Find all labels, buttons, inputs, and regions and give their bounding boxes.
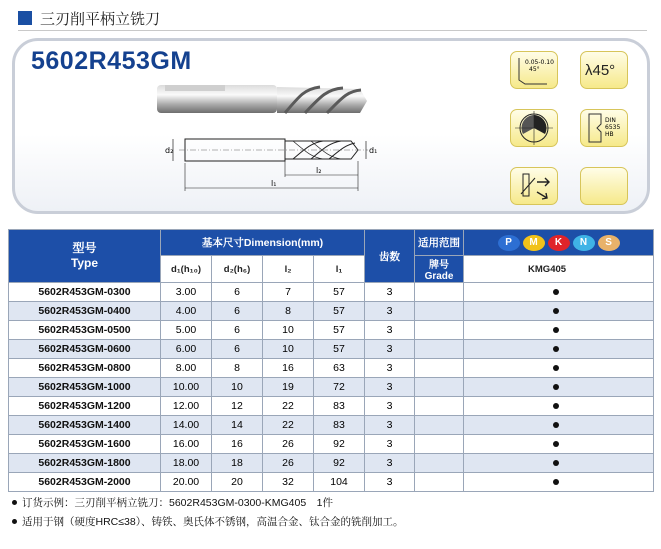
- section-heading: [18, 8, 160, 28]
- cell-application: [415, 397, 464, 416]
- cell-type: 5602R453GM-1400: [9, 416, 161, 435]
- cell-flutes: 3: [365, 359, 415, 378]
- cell-type: 5602R453GM-0300: [9, 283, 161, 302]
- cell-application: [415, 321, 464, 340]
- cell-grade-available: [464, 321, 654, 340]
- note-text: 订货示例：三刃削平柄立铣刀：5602R453GM-0300-KMG405 1件: [22, 497, 334, 509]
- cell-grade-available: [464, 454, 654, 473]
- table-row: [9, 283, 654, 302]
- product-code: 5602R453GM: [31, 47, 192, 75]
- available-dot-icon: [553, 384, 559, 390]
- cell-d1: 10.00: [161, 378, 212, 397]
- cell-flutes: 3: [365, 340, 415, 359]
- cell-d1: 18.00: [161, 454, 212, 473]
- cell-d2: 10: [212, 378, 263, 397]
- cell-flutes: 3: [365, 302, 415, 321]
- table-row: [9, 435, 654, 454]
- cell-grade-available: [464, 302, 654, 321]
- cell-l2: 19: [263, 378, 314, 397]
- cell-application: [415, 416, 464, 435]
- cell-application: [415, 473, 464, 492]
- cell-application: [415, 454, 464, 473]
- cell-d1: 14.00: [161, 416, 212, 435]
- flutes-section-icon: [510, 109, 558, 147]
- cell-d2: 6: [212, 340, 263, 359]
- heading-title: 三刃削平柄立铣刀: [40, 10, 161, 28]
- cell-grade-available: [464, 378, 654, 397]
- col-l2: l₂: [263, 256, 314, 283]
- cell-d1: 20.00: [161, 473, 212, 492]
- label-d2: d₂: [165, 146, 174, 155]
- cell-d2: 6: [212, 302, 263, 321]
- cell-flutes: 3: [365, 397, 415, 416]
- type-en: Type: [70, 256, 99, 270]
- table-row: [9, 340, 654, 359]
- material-badge-s: S: [598, 235, 620, 251]
- cutting-direction-icon: [510, 167, 558, 205]
- cell-type: 5602R453GM-0500: [9, 321, 161, 340]
- din-line1: DIN: [605, 117, 616, 124]
- cell-l2: 32: [263, 473, 314, 492]
- cell-grade-available: [464, 283, 654, 302]
- cell-application: [415, 435, 464, 454]
- available-dot-icon: [553, 289, 559, 295]
- cell-application: [415, 340, 464, 359]
- cell-l1: 83: [314, 397, 365, 416]
- cell-grade-available: [464, 397, 654, 416]
- cell-d1: 4.00: [161, 302, 212, 321]
- cell-l1: 63: [314, 359, 365, 378]
- helix-angle: λ45°: [585, 62, 616, 79]
- col-application-header: 适用范围: [415, 230, 464, 256]
- cell-grade-available: [464, 359, 654, 378]
- cell-l1: 92: [314, 454, 365, 473]
- cell-l1: 72: [314, 378, 365, 397]
- col-flutes-header: 齿数: [365, 230, 415, 283]
- blank-icon: [580, 167, 628, 205]
- col-dimension-header: 基本尺寸Dimension(mm): [161, 230, 365, 256]
- cell-flutes: 3: [365, 435, 415, 454]
- chamfer-line2: 45°: [529, 66, 540, 73]
- end-mill-photo: [155, 75, 375, 127]
- cell-grade-available: [464, 473, 654, 492]
- heading-divider: [18, 30, 647, 31]
- cell-type: 5602R453GM-0400: [9, 302, 161, 321]
- cell-flutes: 3: [365, 454, 415, 473]
- din-line3: HB: [605, 131, 614, 138]
- cell-flutes: 3: [365, 416, 415, 435]
- cell-d1: 16.00: [161, 435, 212, 454]
- available-dot-icon: [553, 460, 559, 466]
- cell-application: [415, 283, 464, 302]
- cell-l1: 92: [314, 435, 365, 454]
- material-badge-m: M: [523, 235, 545, 251]
- cell-grade-available: [464, 340, 654, 359]
- cell-grade-available: [464, 416, 654, 435]
- cell-d1: 12.00: [161, 397, 212, 416]
- cell-d2: 6: [212, 283, 263, 302]
- cell-d1: 6.00: [161, 340, 212, 359]
- din-line2: 6535: [605, 124, 621, 131]
- cell-flutes: 3: [365, 473, 415, 492]
- cell-application: [415, 378, 464, 397]
- cell-l1: 83: [314, 416, 365, 435]
- available-dot-icon: [553, 308, 559, 314]
- cell-d2: 18: [212, 454, 263, 473]
- cell-l1: 57: [314, 321, 365, 340]
- cell-grade-available: [464, 435, 654, 454]
- table-row: [9, 473, 654, 492]
- cell-type: 5602R453GM-1600: [9, 435, 161, 454]
- spec-table: [8, 229, 654, 492]
- cell-l2: 26: [263, 435, 314, 454]
- cell-d2: 12: [212, 397, 263, 416]
- cell-type: 5602R453GM-2000: [9, 473, 161, 492]
- cell-l2: 26: [263, 454, 314, 473]
- note-text: 适用于钢（硬度HRC≤38）、铸铁、奥氏体不锈钢，高温合金、钛合金的铣削加工。: [22, 516, 404, 528]
- table-row: [9, 397, 654, 416]
- chamfer-icon: [510, 51, 558, 89]
- col-l1: l₁: [314, 256, 365, 283]
- available-dot-icon: [553, 365, 559, 371]
- cell-l1: 57: [314, 340, 365, 359]
- label-l1: l₁: [271, 179, 277, 188]
- available-dot-icon: [553, 327, 559, 333]
- cell-d2: 6: [212, 321, 263, 340]
- cell-d1: 8.00: [161, 359, 212, 378]
- available-dot-icon: [553, 441, 559, 447]
- cell-l1: 104: [314, 473, 365, 492]
- cell-type: 5602R453GM-1800: [9, 454, 161, 473]
- cell-type: 5602R453GM-0800: [9, 359, 161, 378]
- cell-flutes: 3: [365, 283, 415, 302]
- label-l2: l₂: [316, 166, 322, 175]
- material-badge-n: N: [573, 235, 595, 251]
- label-d1: d₁: [369, 146, 378, 155]
- note-order-example: [10, 494, 403, 513]
- materials-badges-cell: [464, 230, 654, 256]
- col-type-header: [9, 230, 161, 283]
- grade-value: KMG405: [464, 256, 654, 283]
- helix-icon: [580, 51, 628, 89]
- cell-l1: 57: [314, 283, 365, 302]
- table-row: [9, 454, 654, 473]
- table-row: [9, 359, 654, 378]
- col-d1: d₁(h₁₀): [161, 256, 212, 283]
- type-cn: 型号: [72, 241, 97, 255]
- cell-type: 5602R453GM-0600: [9, 340, 161, 359]
- material-badges: [464, 235, 653, 251]
- material-badge-k: K: [548, 235, 570, 251]
- cell-l2: 16: [263, 359, 314, 378]
- table-row: [9, 302, 654, 321]
- notes: [10, 494, 403, 532]
- cell-d1: 5.00: [161, 321, 212, 340]
- cell-l2: 10: [263, 340, 314, 359]
- table-row: [9, 378, 654, 397]
- heading-square-icon: [18, 11, 32, 25]
- cell-l2: 8: [263, 302, 314, 321]
- cell-application: [415, 359, 464, 378]
- table-row: [9, 321, 654, 340]
- bullet-icon: [12, 500, 17, 505]
- available-dot-icon: [553, 346, 559, 352]
- chamfer-line1: 0.05-0.10: [525, 59, 554, 66]
- cell-d2: 14: [212, 416, 263, 435]
- bullet-icon: [12, 519, 17, 524]
- cell-l1: 57: [314, 302, 365, 321]
- available-dot-icon: [553, 422, 559, 428]
- material-badge-p: P: [498, 235, 520, 251]
- cell-l2: 7: [263, 283, 314, 302]
- available-dot-icon: [553, 403, 559, 409]
- cell-d2: 20: [212, 473, 263, 492]
- product-panel: [12, 38, 650, 214]
- cell-d2: 8: [212, 359, 263, 378]
- cell-d1: 3.00: [161, 283, 212, 302]
- cell-type: 5602R453GM-1000: [9, 378, 161, 397]
- din-shank-icon: [580, 109, 628, 147]
- end-mill-drawing: [163, 133, 388, 199]
- table-row: [9, 416, 654, 435]
- col-d2: d₂(h₆): [212, 256, 263, 283]
- cell-l2: 10: [263, 321, 314, 340]
- cell-flutes: 3: [365, 378, 415, 397]
- cell-flutes: 3: [365, 321, 415, 340]
- cell-l2: 22: [263, 416, 314, 435]
- cell-type: 5602R453GM-1200: [9, 397, 161, 416]
- cell-d2: 16: [212, 435, 263, 454]
- cell-application: [415, 302, 464, 321]
- note-application: [10, 513, 403, 532]
- cell-l2: 22: [263, 397, 314, 416]
- available-dot-icon: [553, 479, 559, 485]
- col-grade-header: 牌号Grade: [415, 256, 464, 283]
